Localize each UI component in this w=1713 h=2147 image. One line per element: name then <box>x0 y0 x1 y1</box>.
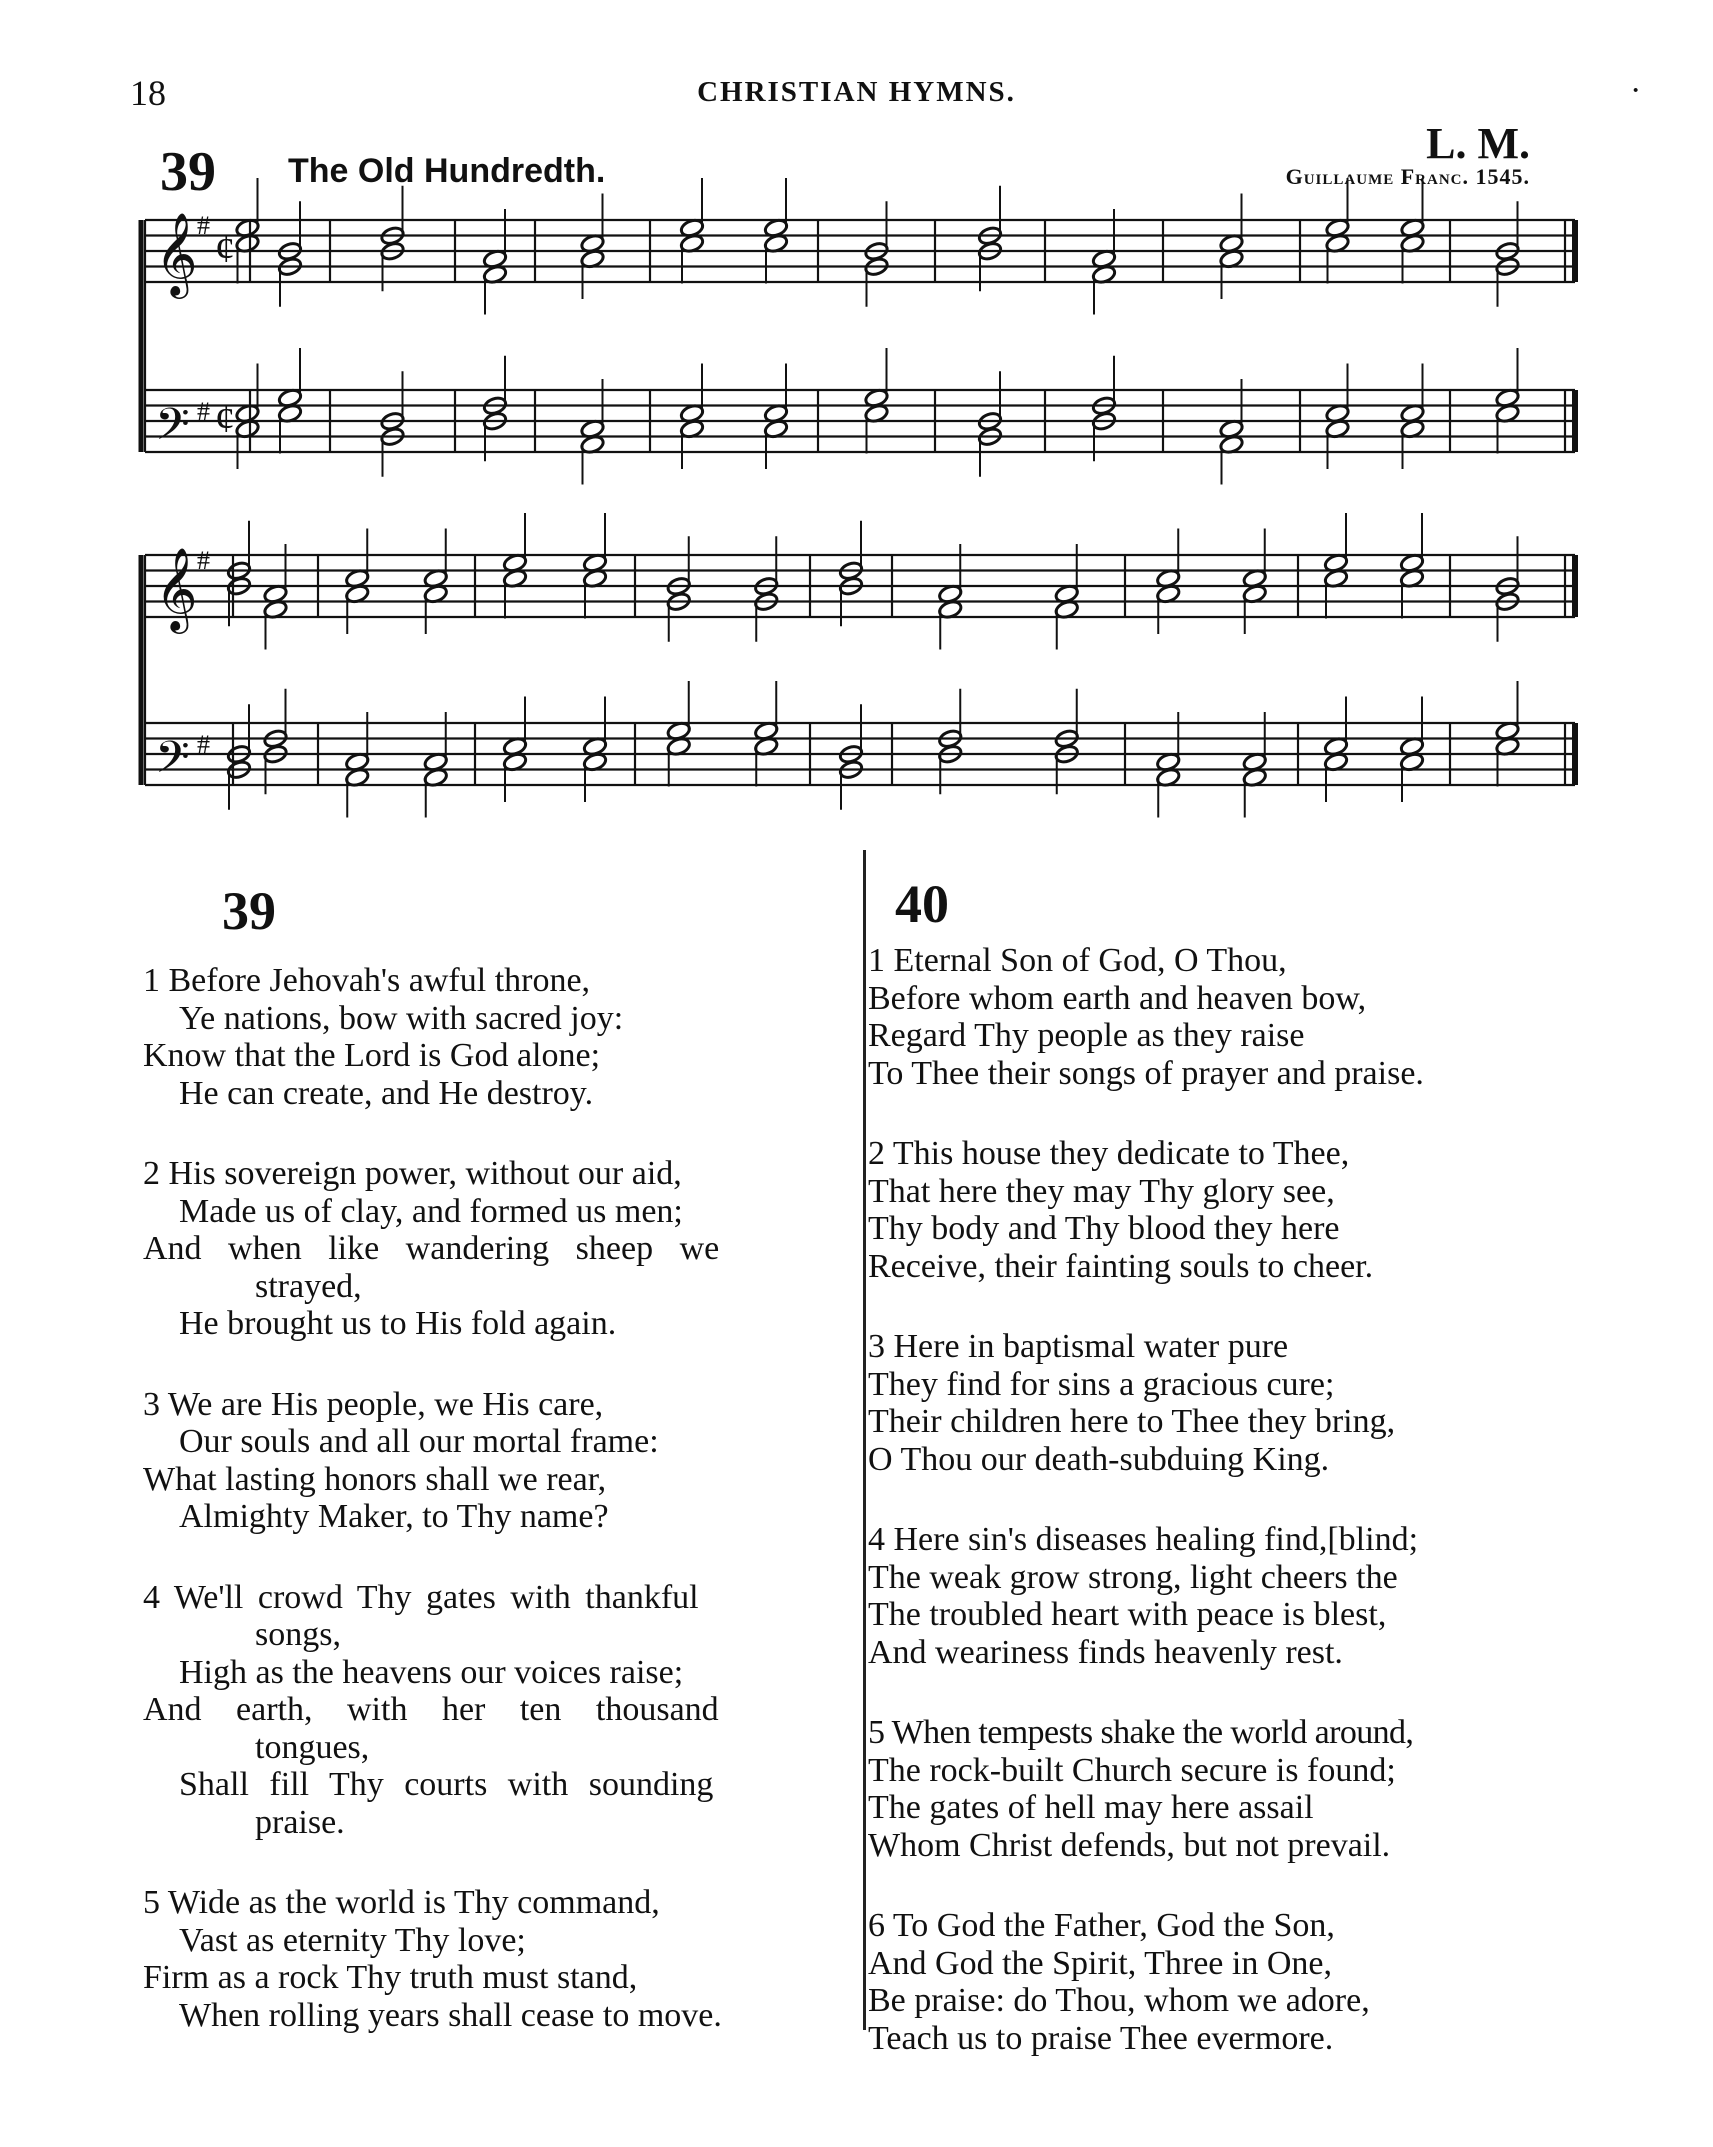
treble-clef-icon: 𝄞 <box>155 211 198 295</box>
hymn-39-text <box>143 962 858 2077</box>
verse-line: 1 Eternal Son of God, O Thou, <box>868 942 1287 979</box>
stanza <box>143 1155 858 1343</box>
verse-line: He brought us to His fold again. <box>179 1305 617 1342</box>
hymn-meter: L. M. <box>1426 119 1530 168</box>
verse-line: 2 His sovereign power, without our aid, <box>143 1155 682 1192</box>
verse-line: They find for sins a gracious cure; <box>868 1365 1335 1403</box>
hymn-40-text <box>868 942 1588 2100</box>
verse-line: And God the Spirit, Three in One, <box>868 1944 1332 1982</box>
verse-line: 2 This house they dedicate to Thee, <box>868 1135 1350 1172</box>
verse-line: 4 We'll crowd Thy gates with thankful <box>143 1578 699 1616</box>
stanza <box>868 1135 1588 1285</box>
verse-line: Shall fill Thy courts with sounding <box>179 1766 714 1803</box>
bass-clef-icon: 𝄢 <box>155 731 190 794</box>
music-score <box>0 0 1713 880</box>
stanza <box>143 1579 858 1842</box>
verse-line: Receive, their fainting souls to cheer. <box>868 1247 1374 1285</box>
verse-line: Whom Christ defends, but not prevail. <box>868 1826 1391 1864</box>
key-signature-icon: # <box>197 730 210 759</box>
stray-mark: · <box>1630 72 1642 109</box>
verse-line: 3 Here in baptismal water pure <box>868 1328 1289 1365</box>
key-signature-icon: # <box>197 211 210 240</box>
column-divider <box>863 850 866 2030</box>
verse-line: Ye nations, bow with sacred joy: <box>179 999 624 1037</box>
verse-line: And when like wandering sheep we <box>143 1230 720 1267</box>
page-number: 18 <box>130 73 166 113</box>
verse-line: Their children here to Thee they bring, <box>868 1403 1396 1440</box>
common-time-icon: ¢ <box>215 396 235 441</box>
verse-line: Be praise: do Thou, whom we adore, <box>868 1982 1370 2019</box>
stanza <box>868 1521 1588 1671</box>
verse-line: 3 We are His people, we His care, <box>143 1385 604 1423</box>
stanza <box>868 942 1588 1092</box>
verse-line: Firm as a rock Thy truth must stand, <box>143 1959 638 1996</box>
verse-line: That here they may Thy glory see, <box>868 1172 1335 1210</box>
verse-line: When rolling years shall cease to move. <box>179 1996 722 2034</box>
hymn-39-number: 39 <box>222 881 276 941</box>
stanza <box>868 1907 1588 2057</box>
verse-line: Made us of clay, and formed us men; <box>179 1192 683 1230</box>
verse-line: To Thee their songs of prayer and praise. <box>868 1054 1424 1092</box>
key-signature-icon: # <box>197 546 210 575</box>
verse-line: Regard Thy people as they raise <box>868 1017 1305 1054</box>
verse-line: The troubled heart with peace is blest, <box>868 1596 1387 1633</box>
common-time-icon: ¢ <box>215 226 235 271</box>
hymn-number: 39 <box>160 141 216 203</box>
verse-line: 5 Wide as the world is Thy command, <box>143 1884 660 1921</box>
stanza <box>143 1386 858 1536</box>
key-signature-icon: # <box>197 397 210 426</box>
verse-line: 1 Before Jehovah's awful throne, <box>143 962 591 999</box>
verse-line: The weak grow strong, light cheers the <box>868 1558 1398 1596</box>
stanza <box>868 1328 1588 1478</box>
verse-line: songs, <box>255 1616 341 1653</box>
verse-line: The gates of hell may here assail <box>868 1789 1314 1826</box>
hymn-tune-title: The Old Hundredth. <box>288 152 606 190</box>
hymn-composer: Guillaume Franc. 1545. <box>1285 164 1530 189</box>
verse-line: Vast as eternity Thy love; <box>179 1921 526 1959</box>
bass-clef-icon: 𝄢 <box>155 398 190 461</box>
stanza <box>143 962 858 1112</box>
verse-line: Our souls and all our mortal frame: <box>179 1423 659 1460</box>
verse-line: What lasting honors shall we rear, <box>143 1460 607 1498</box>
verse-line: praise. <box>255 1803 345 1841</box>
verse-line: And weariness finds heavenly rest. <box>868 1633 1343 1671</box>
verse-line: Teach us to praise Thee evermore. <box>868 2019 1334 2057</box>
verse-line: O Thou our death-subduing King. <box>868 1440 1330 1478</box>
hymn-40-number: 40 <box>895 874 949 934</box>
stanza <box>143 1884 858 2034</box>
verse-line: 6 To God the Father, God the Son, <box>868 1907 1335 1944</box>
verse-line: Thy body and Thy blood they here <box>868 1210 1340 1247</box>
verse-line: Almighty Maker, to Thy name? <box>179 1498 609 1535</box>
verse-line: And earth, with her ten thousand <box>143 1691 719 1728</box>
treble-clef-icon: 𝄞 <box>155 546 198 630</box>
verse-line: Before whom earth and heaven bow, <box>868 979 1367 1017</box>
verse-line: Know that the Lord is God alone; <box>143 1037 601 1074</box>
verse-line: 5 When tempests shake the world around, <box>868 1714 1414 1751</box>
verse-line: 4 Here sin's diseases healing find,[blind; <box>868 1521 1419 1558</box>
running-title: CHRISTIAN HYMNS. <box>697 76 1016 108</box>
stanza <box>868 1714 1588 1864</box>
verse-line: strayed, <box>255 1267 362 1305</box>
verse-line: The rock-built Church secure is found; <box>868 1751 1396 1789</box>
verse-line: High as the heavens our voices raise; <box>179 1653 684 1691</box>
verse-line: He can create, and He destroy. <box>179 1074 594 1112</box>
verse-line: tongues, <box>255 1728 370 1766</box>
